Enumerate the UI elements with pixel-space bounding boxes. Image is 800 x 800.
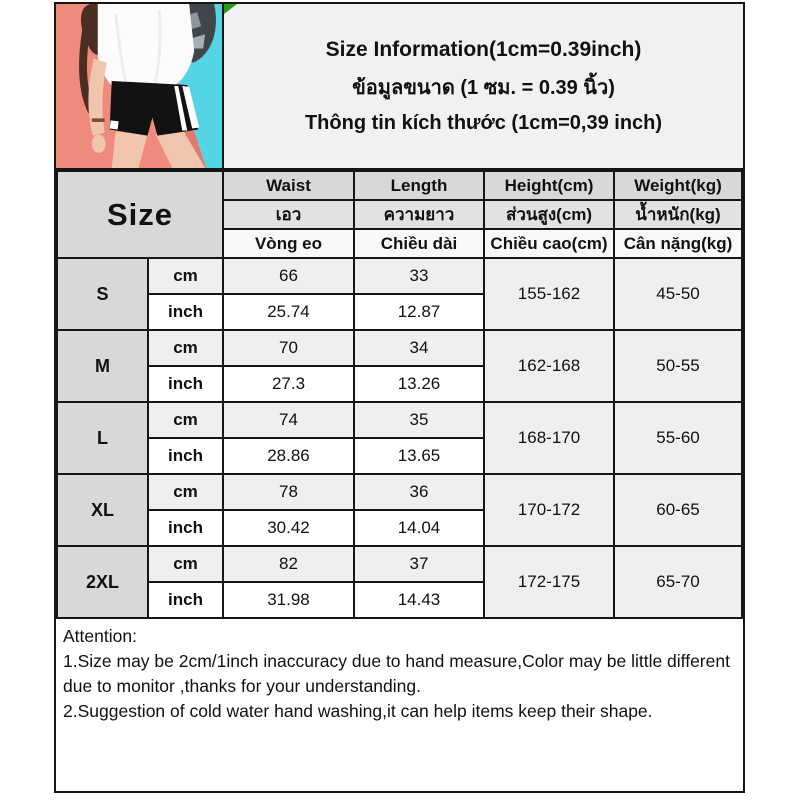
unit-cm: cm [148,402,223,438]
title-vietnamese: Thông tin kích thước (1cm=0,39 inch) [304,111,663,134]
2xl-weight: 65-70 [614,546,742,618]
header-height-th: ส่วนสูง(cm) [484,200,614,229]
2xl-waist-inch: 31.98 [223,582,354,618]
attention-section [56,619,743,724]
shorts-left-hem-stripe [110,120,119,129]
l-weight: 55-60 [614,402,742,474]
s-waist-inch: 25.74 [223,294,354,330]
size-label-l: L [57,402,148,474]
header-weight-en: Weight(kg) [614,171,742,200]
size-label-m: M [57,330,148,402]
2xl-height: 172-175 [484,546,614,618]
product-photo-illustration [56,4,222,168]
header-row-english [57,171,742,200]
title-area [224,4,743,168]
header-waist-vi: Vòng eo [223,229,354,258]
unit-cm: cm [148,258,223,294]
green-corner-flag-icon [224,4,237,14]
header-height-vi: Chiều cao(cm) [484,229,614,258]
xl-weight: 60-65 [614,474,742,546]
attention-heading: Attention: [63,626,137,646]
header-weight-vi: Cân nặng(kg) [614,229,742,258]
m-length-inch: 13.26 [354,366,484,402]
s-waist-cm: 66 [223,258,354,294]
xl-height: 170-172 [484,474,614,546]
unit-cm: cm [148,474,223,510]
title-english: Size Information(1cm=0.39inch) [325,37,642,61]
size-label-2xl: 2XL [57,546,148,618]
m-height: 162-168 [484,330,614,402]
header-waist-en: Waist [223,171,354,200]
l-waist-cm: 74 [223,402,354,438]
m-waist-inch: 27.3 [223,366,354,402]
unit-cm: cm [148,330,223,366]
2xl-length-cm: 37 [354,546,484,582]
s-length-inch: 12.87 [354,294,484,330]
l-waist-inch: 28.86 [223,438,354,474]
header-length-vi: Chiều dài [354,229,484,258]
size-table [56,170,743,619]
row-m-cm [57,330,742,366]
title-thai: ข้อมูลขนาด (1 ซม. = 0.39 นิ้ว) [352,76,615,99]
product-photo [56,4,224,168]
content-box [54,2,745,793]
header-length-en: Length [354,171,484,200]
top-section [56,4,743,170]
unit-inch: inch [148,366,223,402]
unit-cm: cm [148,546,223,582]
2xl-length-inch: 14.43 [354,582,484,618]
header-weight-th: น้ำหนัก(kg) [614,200,742,229]
row-s-cm [57,258,742,294]
size-label-s: S [57,258,148,330]
m-weight: 50-55 [614,330,742,402]
m-waist-cm: 70 [223,330,354,366]
xl-length-cm: 36 [354,474,484,510]
attention-note-1: 1.Size may be 2cm/1inch inaccuracy due to hand measure,Color may be little different due to monitor ,thanks for your understanding. [63,651,730,696]
row-l-cm [57,402,742,438]
header-waist-th: เอว [223,200,354,229]
2xl-waist-cm: 82 [223,546,354,582]
unit-inch: inch [148,582,223,618]
row-2xl-cm [57,546,742,582]
row-xl-cm [57,474,742,510]
size-label-xl: XL [57,474,148,546]
s-weight: 45-50 [614,258,742,330]
unit-inch: inch [148,294,223,330]
l-length-inch: 13.65 [354,438,484,474]
bracelet [92,118,105,122]
xl-waist-inch: 30.42 [223,510,354,546]
header-height-en: Height(cm) [484,171,614,200]
l-length-cm: 35 [354,402,484,438]
m-length-cm: 34 [354,330,484,366]
s-length-cm: 33 [354,258,484,294]
hand [92,135,106,153]
unit-inch: inch [148,438,223,474]
size-corner-header: Size [57,171,223,258]
l-height: 168-170 [484,402,614,474]
xl-length-inch: 14.04 [354,510,484,546]
s-height: 155-162 [484,258,614,330]
xl-waist-cm: 78 [223,474,354,510]
header-length-th: ความยาว [354,200,484,229]
attention-note-2: 2.Suggestion of cold water hand washing,it can help items keep their shape. [63,701,653,721]
unit-inch: inch [148,510,223,546]
